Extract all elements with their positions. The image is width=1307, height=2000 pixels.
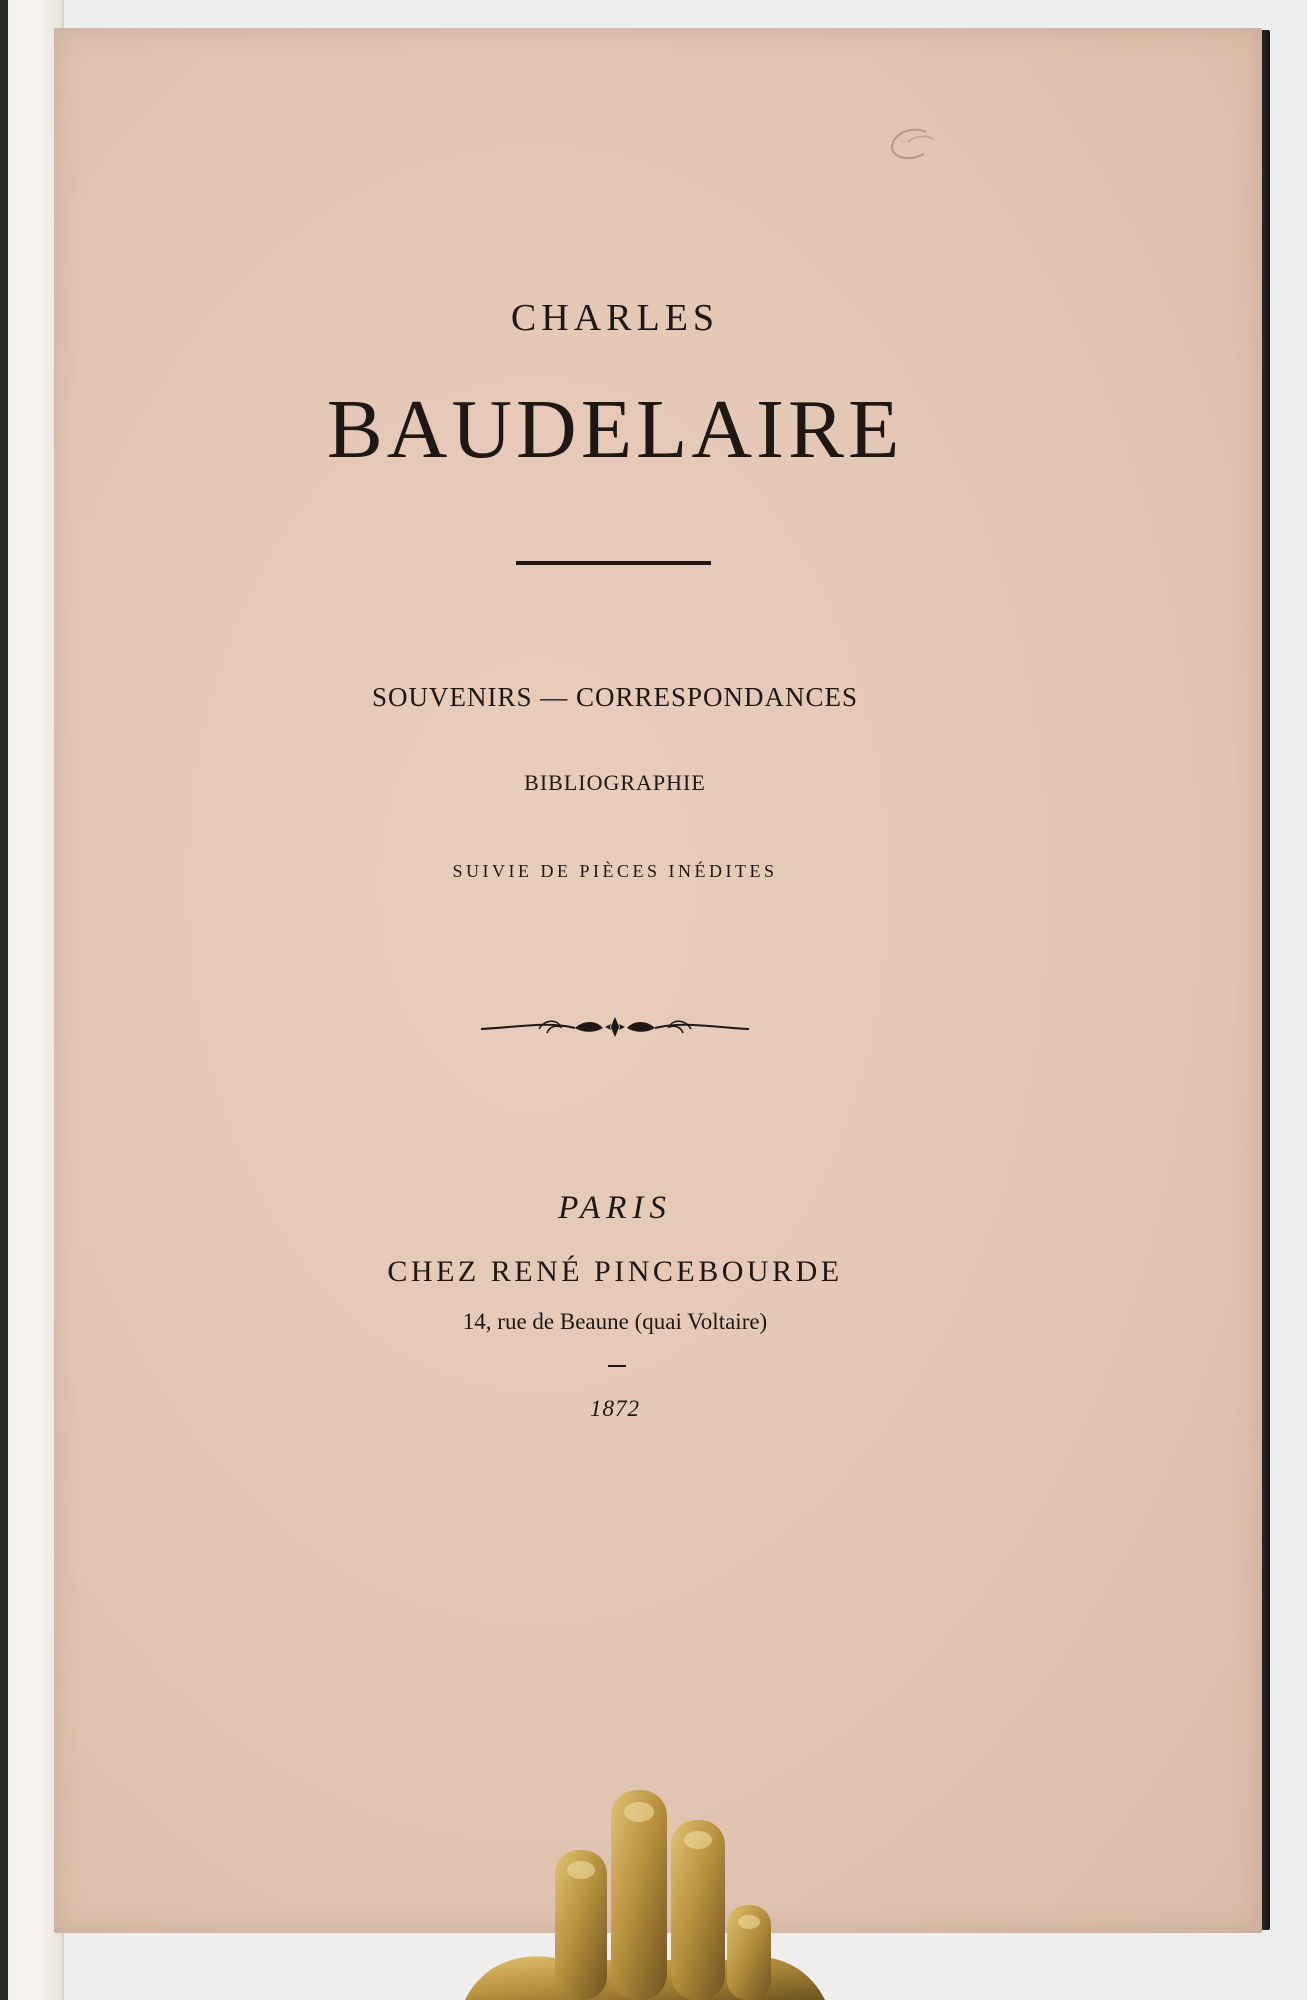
- title-page: [54, 28, 1262, 1933]
- brass-hand-holder-icon: [455, 1790, 835, 2000]
- imprint-year: 1872: [590, 1396, 640, 1421]
- imprint-city: PARIS: [558, 1190, 672, 1226]
- floral-ornament-icon: [479, 1013, 751, 1043]
- subtitle-souvenirs: SOUVENIRS — CORRESPONDANCES: [371, 682, 859, 712]
- pencil-mark-icon: [884, 124, 946, 166]
- imprint-publisher: CHEZ RENÉ PINCEBOURDE: [387, 1255, 843, 1288]
- imprint-dash: [608, 1365, 626, 1367]
- author-last-name: BAUDELAIRE: [326, 383, 904, 476]
- subtitle-suivie: SUIVIE DE PIÈCES INÉDITES: [452, 861, 778, 881]
- subtitle-bibliographie: BIBLIOGRAPHIE: [524, 770, 706, 795]
- author-first-name: CHARLES: [510, 297, 720, 339]
- title-rule: [516, 561, 711, 565]
- book-spine: [0, 0, 8, 2000]
- imprint-address: 14, rue de Beaune (quai Voltaire): [462, 1309, 768, 1334]
